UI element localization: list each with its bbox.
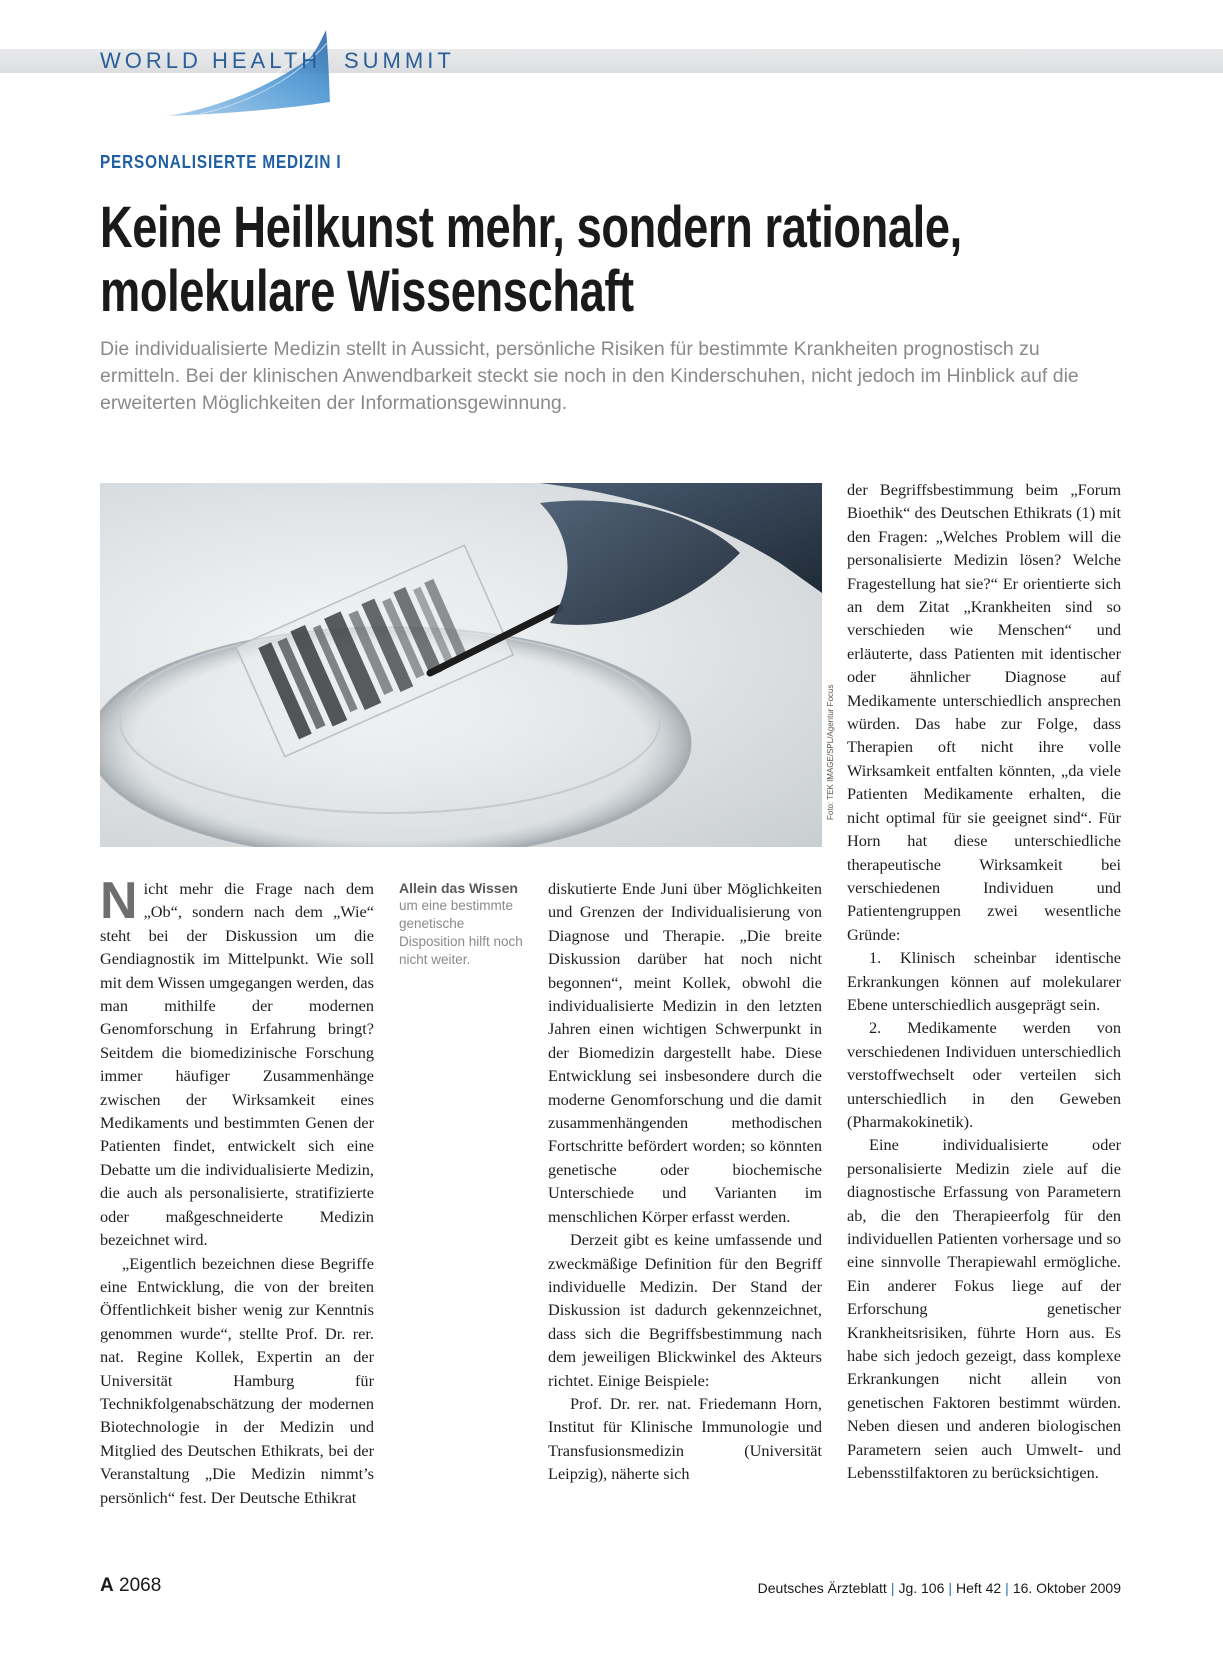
col4-paragraph-2: 1. Klinisch scheinbar identische Erkrankungen können auf molekularer Ebene unterschiedlich ausgeprägt sein. xyxy=(847,948,1121,1014)
caption-body: um eine bestimmte genetische Disposition hilft noch nicht weiter. xyxy=(399,898,523,967)
lead-paragraph: Die individualisierte Medizin stellt in Aussicht, persönliche Risiken für bestimmte Krankheiten prognostisch zu ermitteln. Bei der klinischen Anwendbarkeit steckt sie noch in den Kinderschuhen, nicht jedoch im Hinblick auf die erweiterten Möglichkeiten der Informationsgewinnung. xyxy=(100,338,1079,414)
col3-paragraph-1: diskutierte Ende Juni über Möglichkeiten und Grenzen der Individualisierung von Diagnose und Therapie. „Die breite Diskussion darüber hat noch nicht begonnen“, meint Kollek, obwohl die individualisierte Medizin in den letzten Jahren einen wichtigen Schwerpunkt in der Biomedizin dargestellt habe. Diese Entwicklung sei insbesondere durch die moderne Genomforschung und die damit zusammenhängenden methodischen Fortschritte befördert worden; so könnten genetische oder biochemische Unterschiede und Varianten im menschlichen Körper erfasst werden. xyxy=(548,879,822,1226)
photo-credit: Foto: TEK IMAGE/SPL/Agentur Focus xyxy=(826,684,835,820)
journal-name: Deutsches Ärzteblatt xyxy=(757,1580,887,1596)
dna-gel-photo-illustration xyxy=(100,483,822,847)
headline-line-1: Keine Heilkunst mehr, sondern rationale, xyxy=(100,195,962,260)
col3-paragraph-2: Derzeit gibt es keine umfassende und zweckmäßige Definition für den Begriff individuelle Medizin. Der Stand der Diskussion ist dadurch gekennzeichnet, dass sich die Begriffsbestimmung nach dem jeweiligen Blickwinkel des Akteurs richtet. Einige Beispiele: xyxy=(548,1230,822,1390)
col4-paragraph-3: 2. Medikamente werden von verschiedenen Individuen unterschiedlich verstoffwechselt oder verteilen sich unterschiedlich in den Geweben (Pharmakokinetik). xyxy=(847,1018,1121,1131)
column-1 xyxy=(100,872,374,1509)
column-3 xyxy=(548,877,822,1486)
col4-paragraph-1: der Begriffsbestimmung beim „Forum Bioethik“ des Deutschen Ethikrats (1) mit den Fragen: „Welches Problem will die personalisierte Medizin lösen? Welche Fragestellung hat sie?“ Er orientierte sich an dem Zitat „Krankheiten sind so verschieden wie Menschen“ und erläuterte, dass Patienten mit identischer oder ähnlicher Diagnose auf Medikamente unterschiedlich ansprechen würden. Das habe zur Folge, dass Therapien oft nicht ihre volle Wirksamkeit entfalten könnten, „da viele Patienten Medikamente erhalten, die nicht optimal für sie geeignet sind“. Für Horn hat diese unterschiedliche therapeutische Wirksamkeit bei verschiedenen Individuen und Patientengruppen zwei wesentliche Gründe: xyxy=(847,480,1121,944)
journal-issue: Heft 42 xyxy=(956,1580,1002,1596)
brand-summit: SUMMIT xyxy=(344,48,455,73)
col1-paragraph-2: „Eigentlich bezeichnen diese Begriffe eine Entwicklung, die von der breiten Öffentlichkeit bisher wenig zur Kenntnis genommen wurde“, stellte Prof. Dr. rer. nat. Regine Kollek, Expertin an der Universität Hamburg für Technikfolgenabschätzung der modernen Biotechnologie in der Medizin und Mitglied des Deutschen Ethikrats, bei der Veranstaltung „Die Medizin nimmt’s persönlich“ fest. Der Deutsche Ethikrat xyxy=(100,1253,374,1507)
headline xyxy=(100,196,1114,324)
article-photo xyxy=(100,483,822,847)
brand-world-health: WORLD HEALTH xyxy=(100,48,322,73)
journal-footer xyxy=(758,1580,1121,1596)
caption-title: Allein das Wissen xyxy=(399,880,518,896)
col4-paragraph-4: Eine individualisierte oder personalisierte Medizin ziele auf die diagnostische Erfassung von Parametern ab, die den Therapieerfolg für den individuellen Patienten vorhersage und so eine sinnvolle Therapiewahl ermögliche. Ein anderer Fokus liege auf der Erforschung genetischer Krankheitsrisiken, führte Horn aus. Es habe sich jedoch gezeigt, dass komplexe Erkrankungen nicht allein von genetischen Faktoren bestimmt würden. Neben diesen und anderen biologischen Parametern seien auch Umwelt- und Lebensstilfaktoren zu berücksichtigen. xyxy=(847,1135,1121,1483)
footer-separator: | xyxy=(948,1580,953,1596)
col3-paragraph-3: Prof. Dr. rer. nat. Friedemann Horn, Institut für Klinische Immunologie und Transfusionsmedizin (Universität Leipzig), näherte sich xyxy=(548,1393,822,1484)
drop-cap: N xyxy=(100,872,138,930)
journal-date: 16. Oktober 2009 xyxy=(1012,1580,1121,1596)
page-number-value: 2068 xyxy=(119,1575,162,1596)
page-number xyxy=(100,1575,161,1597)
footer-separator: | xyxy=(1005,1580,1009,1596)
journal-volume: Jg. 106 xyxy=(898,1580,945,1596)
photo-caption xyxy=(399,879,529,969)
section-kicker: PERSONALISIERTE MEDIZIN I xyxy=(100,152,342,172)
page-prefix: A xyxy=(100,1575,114,1596)
summit-wave-logo-icon xyxy=(160,28,360,123)
col1-paragraph-1 xyxy=(100,872,374,1252)
headline-line-2: molekulare Wissenschaft xyxy=(100,259,634,324)
col1-paragraph-1-text: icht mehr die Frage nach dem „Ob“, sondern nach dem „Wie“ steht bei der Diskussion um die Gendiagnostik im Mittelpunkt. Wie soll mit dem Wissen umgegangen werden, das man mithilfe der modernen Genomforschung in Erfahrung bringt? Seitdem die biomedizinische Forschung immer häufiger Zusammenhänge zwischen der Wirksamkeit eines Medikaments und bestimmten Genen der Patienten findet, entwickelt sich eine Debatte um die individualisierte Medizin, die auch als personalisierte, stratifizierte oder maßgeschneiderte Medizin bezeichnet wird. xyxy=(100,879,374,1250)
footer-separator: | xyxy=(890,1580,895,1596)
column-4 xyxy=(847,478,1121,1484)
